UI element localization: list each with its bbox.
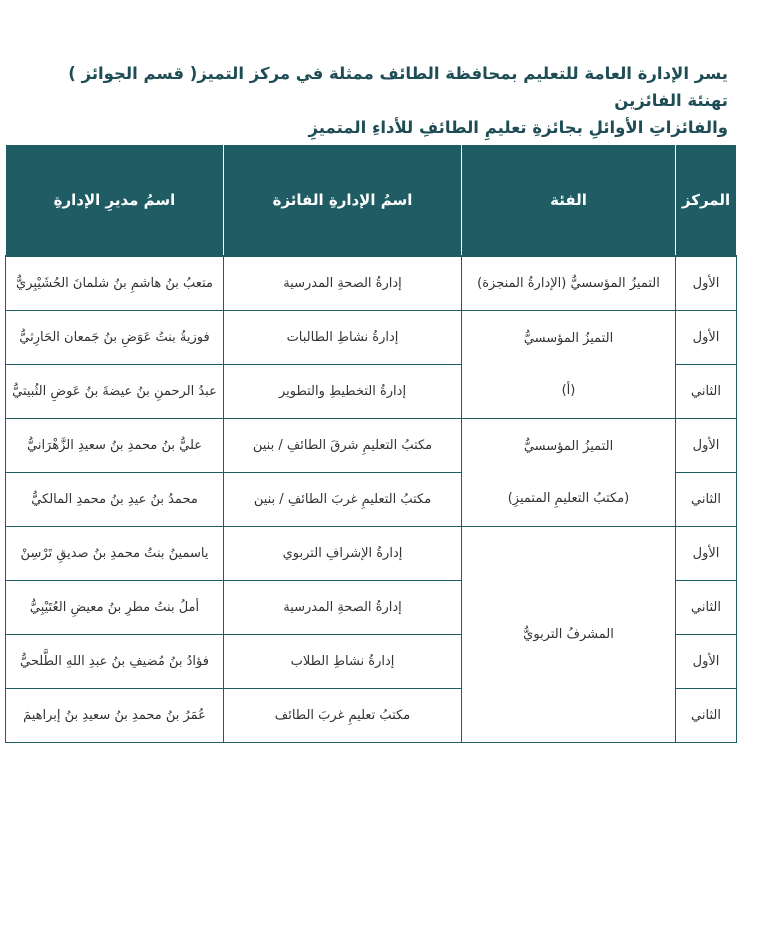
manager-cell: عليُّ بنُ محمدِ بنُ سعيدِ الزَّهْرَانيُّ bbox=[6, 419, 224, 473]
table-row bbox=[6, 311, 737, 365]
manager-cell: فؤادُ بنُ مُضيفِ بنُ عبدِ اللهِ الطَّلحيُّ bbox=[6, 635, 224, 689]
category-cell bbox=[462, 419, 676, 527]
rank-cell: الأول bbox=[676, 311, 737, 365]
manager-cell: أملُ بنتُ مطرِ بنُ معيضِ العُتَيْبِيُّ bbox=[6, 581, 224, 635]
manager-cell: عُمَرُ بنُ محمدِ بنُ سعيدِ بنُ إبراهيمَ bbox=[6, 689, 224, 743]
rank-cell: الثاني bbox=[676, 581, 737, 635]
department-cell: إدارةُ الصحةِ المدرسية bbox=[224, 256, 462, 311]
department-cell: إدارةُ التخطيطِ والتطوير bbox=[224, 365, 462, 419]
manager-cell: محمدُ بنُ عيدِ بنُ محمدِ المالكيُّ bbox=[6, 473, 224, 527]
category-line: (مكتبُ التعليمِ المتميزِ) bbox=[507, 490, 630, 506]
winners-table bbox=[5, 144, 737, 743]
category-line: التميزُ المؤسسيُّ bbox=[523, 438, 614, 454]
intro-line-1: يسر الإدارة العامة للتعليم بمحافظة الطائف ممثلة في مركز التميز( قسم الجوائز ) تهنئة الفائزين bbox=[68, 64, 728, 110]
rank-cell: الأول bbox=[676, 256, 737, 311]
rank-cell: الثاني bbox=[676, 473, 737, 527]
department-cell: مكتبُ التعليمِ غربَ الطائفِ / بنين bbox=[224, 473, 462, 527]
header-department: اسمُ الإدارةِ الفائزة bbox=[224, 145, 462, 257]
header-category: الفئة bbox=[462, 145, 676, 257]
department-cell: إدارةُ نشاطِ الطلاب bbox=[224, 635, 462, 689]
table-row bbox=[6, 419, 737, 473]
rank-cell: الثاني bbox=[676, 365, 737, 419]
manager-cell: عبدُ الرحمنِ بنُ عيضةَ بنُ عَوضِ الثُبيتيُّ bbox=[6, 365, 224, 419]
department-cell: مكتبُ تعليمِ غربَ الطائف bbox=[224, 689, 462, 743]
rank-cell: الثاني bbox=[676, 689, 737, 743]
category-line: (أ) bbox=[561, 382, 576, 398]
manager-cell: ياسمينُ بنتُ محمدِ بنُ صديقِ تَرْسِنْ bbox=[6, 527, 224, 581]
category-line: التميزُ المؤسسيُّ bbox=[523, 330, 614, 346]
intro-paragraph bbox=[38, 60, 728, 141]
manager-cell: متعبُ بنُ هاشمِ بنُ شلمانَ الحُشَيْبِريُّ bbox=[6, 256, 224, 311]
category-cell: المشرفُ التربويُّ bbox=[462, 527, 676, 743]
table-header-row bbox=[6, 145, 737, 257]
department-cell: إدارةُ الإشرافِ التربوي bbox=[224, 527, 462, 581]
rank-cell: الأول bbox=[676, 635, 737, 689]
department-cell: مكتبُ التعليمِ شرقَ الطائفِ / بنين bbox=[224, 419, 462, 473]
intro-line-2: والفائزاتِ الأوائلِ بجائزةِ تعليمِ الطائفِ للأداءِ المتميزِ bbox=[308, 118, 728, 137]
department-cell: إدارةُ الصحةِ المدرسية bbox=[224, 581, 462, 635]
table-row bbox=[6, 256, 737, 311]
manager-cell: فوزيةُ بنتُ عَوَضِ بنُ جَمعان الحَارِثيُّ bbox=[6, 311, 224, 365]
category-cell bbox=[462, 311, 676, 419]
table-row bbox=[6, 527, 737, 581]
rank-cell: الأول bbox=[676, 419, 737, 473]
header-rank: المركز bbox=[676, 145, 737, 257]
header-manager: اسمُ مديرِ الإدارةِ bbox=[6, 145, 224, 257]
department-cell: إدارةُ نشاطِ الطالبات bbox=[224, 311, 462, 365]
rank-cell: الأول bbox=[676, 527, 737, 581]
category-cell: التميزُ المؤسسيُّ (الإدارةُ المنجزة) bbox=[462, 256, 676, 311]
